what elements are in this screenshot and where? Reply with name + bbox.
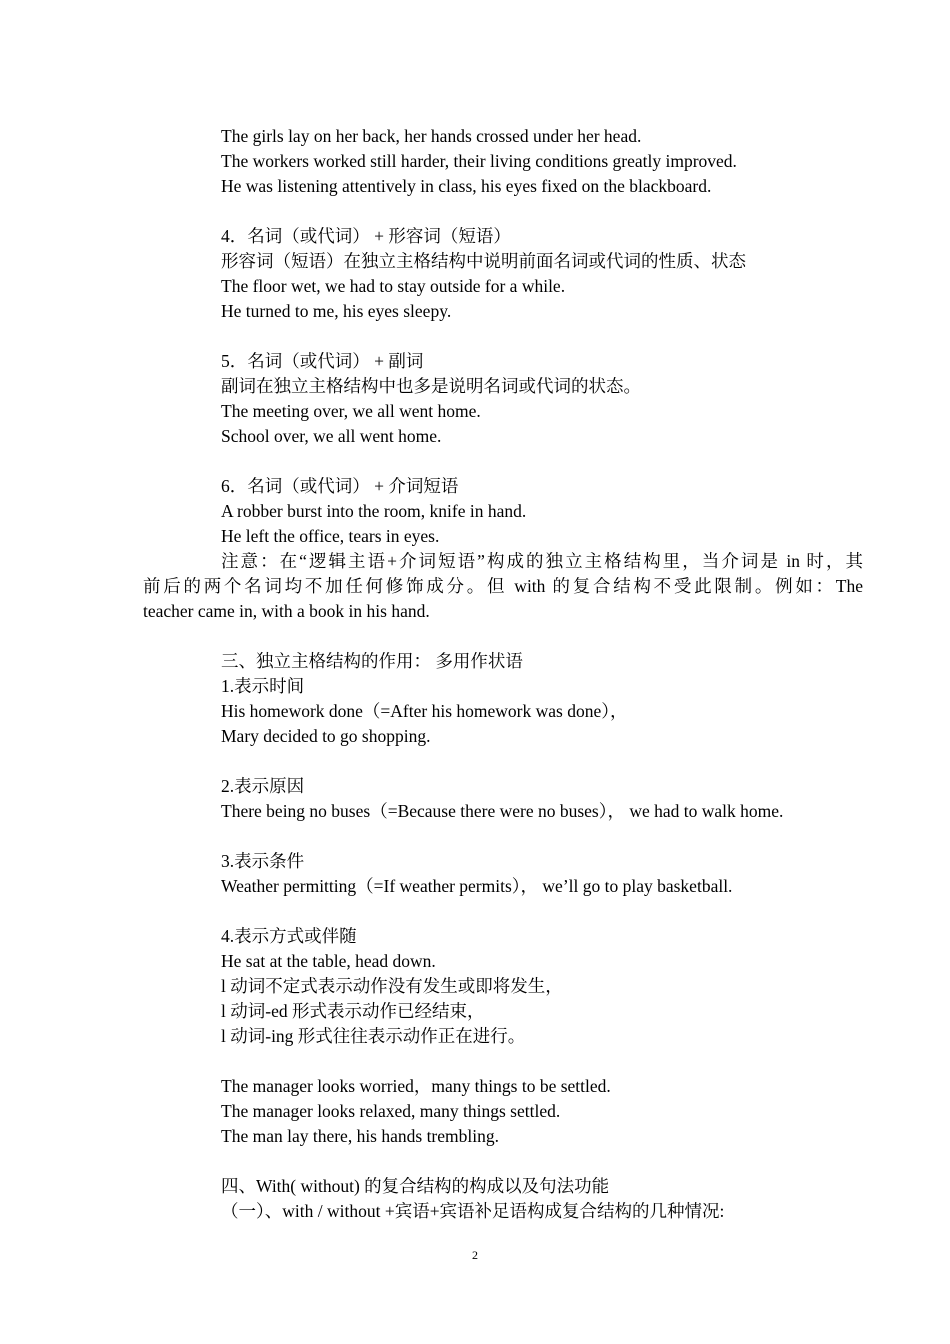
chapter-heading: 四、With( without) 的复合结构的构成以及句法功能 xyxy=(221,1176,610,1196)
chapter-heading: 三、独立主格结构的作用： 多用作状语 xyxy=(221,651,523,671)
subsection-heading: （一）、with / without +宾语+宾语补足语构成复合结构的几种情况: xyxy=(221,1201,725,1221)
blank-line xyxy=(143,749,863,774)
bullet-item: l 动词-ing 形式往往表示动作正在进行。 xyxy=(221,1026,526,1046)
example-sentence: His homework done（=After his homework was done）， xyxy=(221,701,628,721)
blank-line xyxy=(143,324,863,349)
section-heading: 4．名词（或代词） + 形容词（短语） xyxy=(221,226,511,246)
example-sentence: He sat at the table, head down. xyxy=(221,951,436,971)
example-sentence: The man lay there, his hands trembling. xyxy=(221,1126,499,1146)
blank-line xyxy=(143,899,863,924)
example-sentence: The manager looks worried，many things to be settled. xyxy=(221,1076,611,1096)
example-sentence: The manager looks relaxed, many things settled. xyxy=(221,1101,561,1121)
example-sentence: He turned to me, his eyes sleepy. xyxy=(221,301,452,321)
example-sentence: School over, we all went home. xyxy=(221,426,442,446)
page-number: 2 xyxy=(472,1248,478,1262)
example-sentence: There being no buses（=Because there were no buses）， we had to walk home. xyxy=(221,801,784,821)
example-sentence: The meeting over, we all went home. xyxy=(221,401,481,421)
example-sentence: Mary decided to go shopping. xyxy=(221,726,431,746)
bullet-item: l 动词不定式表示动作没有发生或即将发生， xyxy=(221,976,563,996)
blank-line xyxy=(143,1149,863,1174)
subsection-heading: 3.表示条件 xyxy=(221,851,305,871)
blank-line xyxy=(143,1049,863,1074)
blank-line xyxy=(143,199,863,224)
explanation-text: 副词在独立主格结构中也多是说明名词或代词的状态。 xyxy=(221,376,641,396)
example-sentence: He was listening attentively in class, his eyes fixed on the blackboard. xyxy=(221,176,712,196)
example-sentence: The floor wet, we had to stay outside for a while. xyxy=(221,276,566,296)
blank-line xyxy=(143,449,863,474)
section-heading: 6．名词（或代词） + 介词短语 xyxy=(221,476,459,496)
subsection-heading: 2.表示原因 xyxy=(221,776,305,796)
example-sentence: A robber burst into the room, knife in hand. xyxy=(221,501,527,521)
subsection-heading: 4.表示方式或伴随 xyxy=(221,926,357,946)
note-text: 前后的两个名词均不加任何修饰成分。但 with 的复合结构不受此限制。例如：The xyxy=(143,576,863,596)
blank-line xyxy=(143,824,863,849)
example-sentence: The workers worked still harder, their living conditions greatly improved. xyxy=(221,151,737,171)
bullet-item: l 动词-ed 形式表示动作已经结束， xyxy=(221,1001,485,1021)
note-text: 注意：在“逻辑主语+介词短语”构成的独立主格结构里，当介词是 in 时，其 xyxy=(221,551,863,571)
example-sentence: The girls lay on her back, her hands crossed under her head. xyxy=(221,126,642,146)
blank-line xyxy=(143,624,863,649)
section-heading: 5．名词（或代词） + 副词 xyxy=(221,351,424,371)
example-sentence: Weather permitting（=If weather permits）， we’ll go to play basketball. xyxy=(221,876,733,896)
example-sentence: He left the office, tears in eyes. xyxy=(221,526,440,546)
explanation-text: 形容词（短语）在独立主格结构中说明前面名词或代词的性质、状态 xyxy=(221,251,746,271)
note-text: teacher came in, with a book in his hand. xyxy=(143,601,430,621)
subsection-heading: 1.表示时间 xyxy=(221,676,305,696)
page-body xyxy=(143,124,863,1224)
